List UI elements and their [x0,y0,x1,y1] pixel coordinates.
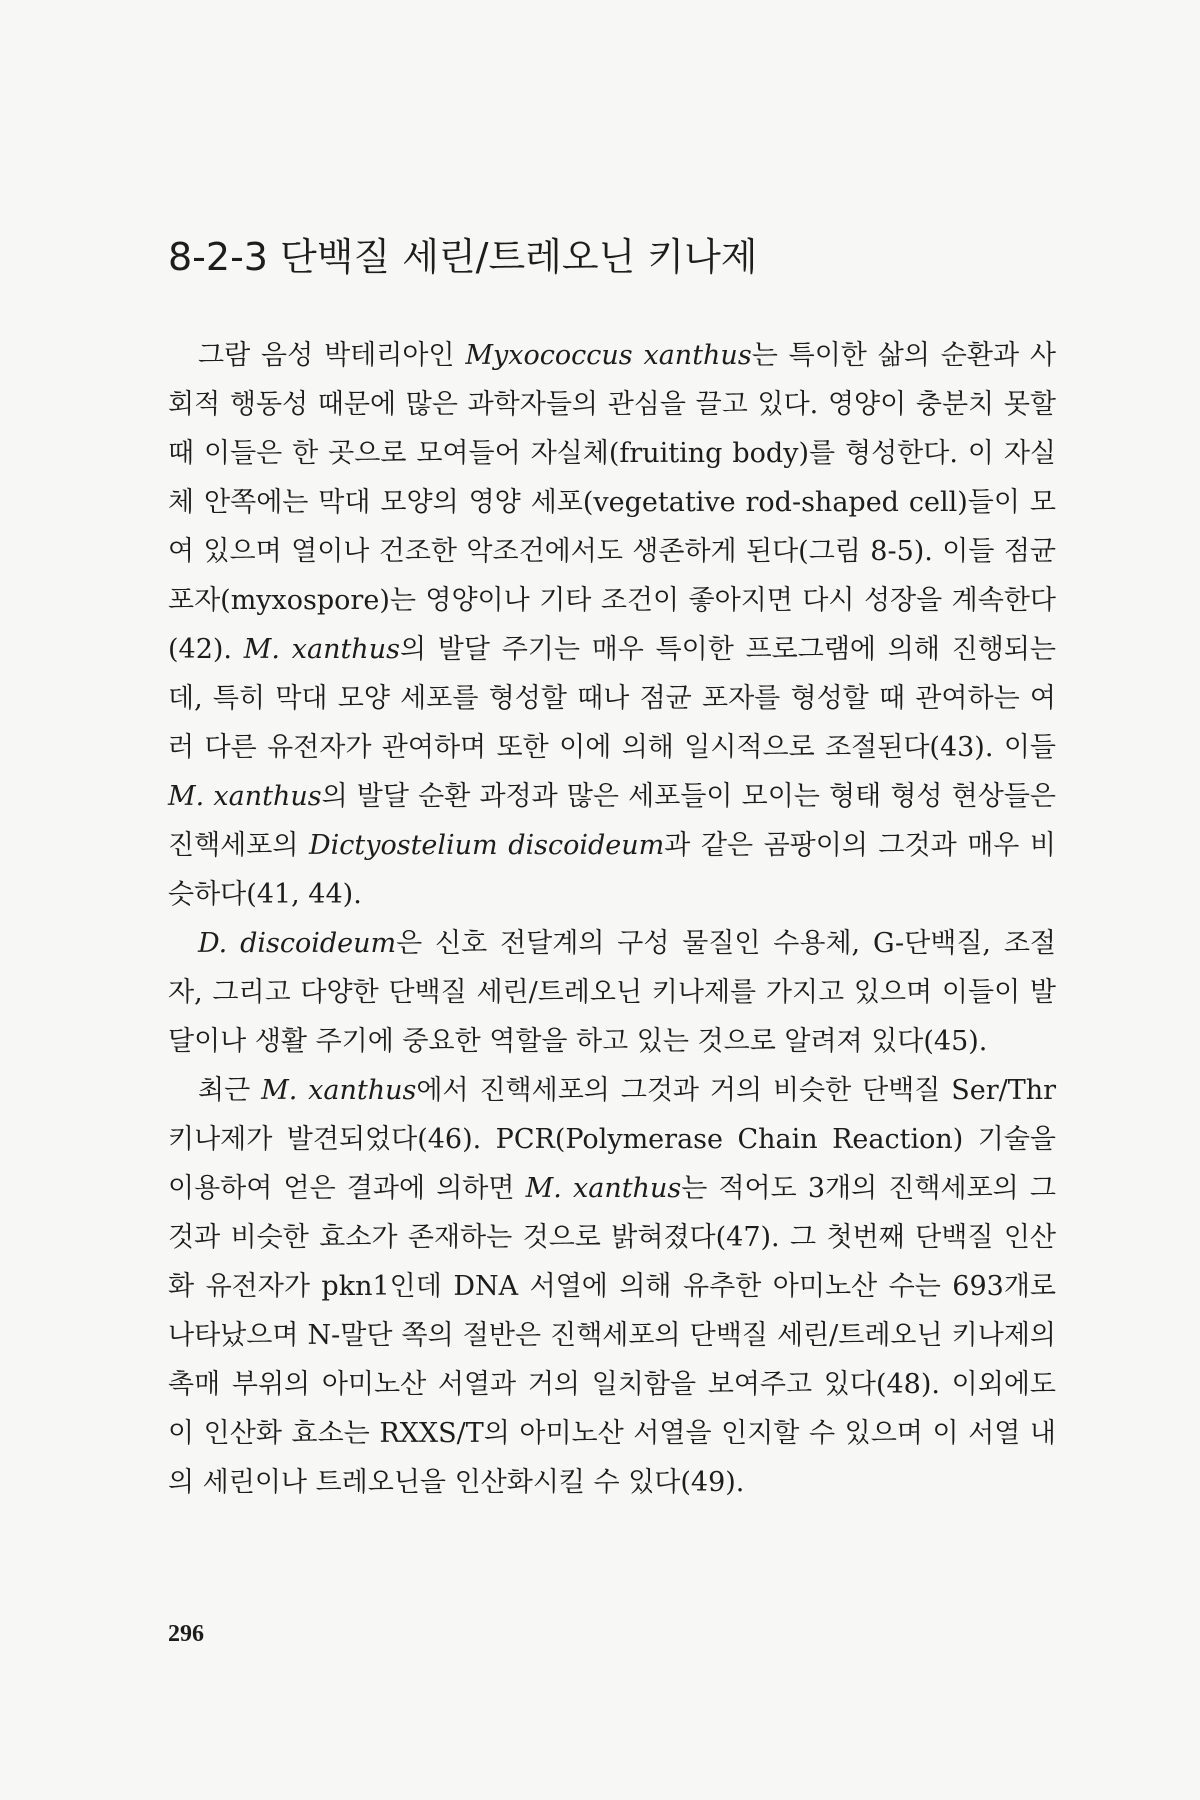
italic-term: M. xanthus [525,1172,682,1204]
text-run: 에서 진핵세포의 그것과 거의 비슷한 단백질 Ser/Thr 키나제가 발견되었다(46). PCR(Polymerase Chain Reaction) 기술을 이용하여 얻은 결과에 의하면 [168,1074,1056,1204]
paragraph [168,331,1056,919]
body-text [168,331,1056,1507]
text-run: 의 발달 주기는 매우 특이한 프로그램에 의해 진행되는데, 특히 막대 모양 세포를 형성할 때나 점균 포자를 형성할 때 관여하는 여러 다른 유전자가 관여하며 또한 이에 의해 일시적으로 조절된다(43). 이들 [168,633,1057,763]
paragraph [168,919,1056,1066]
text-run: 그람 음성 박테리아인 [198,339,466,371]
italic-term: Dictyostelium discoideum [308,829,665,861]
italic-term: Myxococcus xanthus [465,339,752,371]
italic-term: M. xanthus [243,633,400,665]
text-run: 는 특이한 삶의 순환과 사회적 행동성 때문에 많은 과학자들의 관심을 끌고 있다. 영양이 충분치 못할 때 이들은 한 곳으로 모여들어 자실체(fruiting body)를 형성한다. 이 자실체 안쪽에는 막대 모양의 영양 세포(vegetative rod-shaped cell)들이 모여 있으며 열이나 건조한 악조건에서도 생존하게 된다(그림 8-5). 이들 점균 포자(myxospore)는 영양이나 기타 조건이 좋아지면 다시 성장을 계속한다(42). [168,339,1056,665]
text-run: 은 신호 전달계의 구성 물질인 수용체, G-단백질, 조절자, 그리고 다양한 단백질 세린/트레오닌 키나제를 가지고 있으며 이들이 발달이나 생활 주기에 중요한 역할을 하고 있는 것으로 알려져 있다(45). [168,927,1056,1057]
page-body [168,235,1056,1507]
italic-term: M. xanthus [261,1074,417,1106]
page-number: 296 [168,1621,204,1647]
text-run: 최근 [198,1074,262,1106]
italic-term: M. xanthus [168,780,322,812]
text-run: 는 적어도 3개의 진핵세포의 그것과 비슷한 효소가 존재하는 것으로 밝혀졌다(47). 그 첫번째 단백질 인산화 유전자가 pkn1인데 DNA 서열에 의해 유추한 아미노산 수는 693개로 나타났으며 N-말단 쪽의 절반은 진핵세포의 단백질 세린/트레오닌 키나제의 촉매 부위의 아미노산 서열과 거의 일치함을 보여주고 있다(48). 이외에도 이 인산화 효소는 RXXS/T의 아미노산 서열을 인지할 수 있으며 이 서열 내의 세린이나 트레오닌을 인산화시킬 수 있다(49). [168,1172,1056,1498]
text-run: 과 같은 곰팡이의 그것과 매우 비슷하다(41, 44). [168,829,1056,910]
section-heading: 8-2-3 단백질 세린/트레오닌 키나제 [168,235,758,279]
italic-term: D. discoideum [198,927,397,959]
paragraph [168,1066,1056,1507]
text-run: 의 발달 순환 과정과 많은 세포들이 모이는 형태 형성 현상들은 진핵세포의 [168,780,1056,861]
